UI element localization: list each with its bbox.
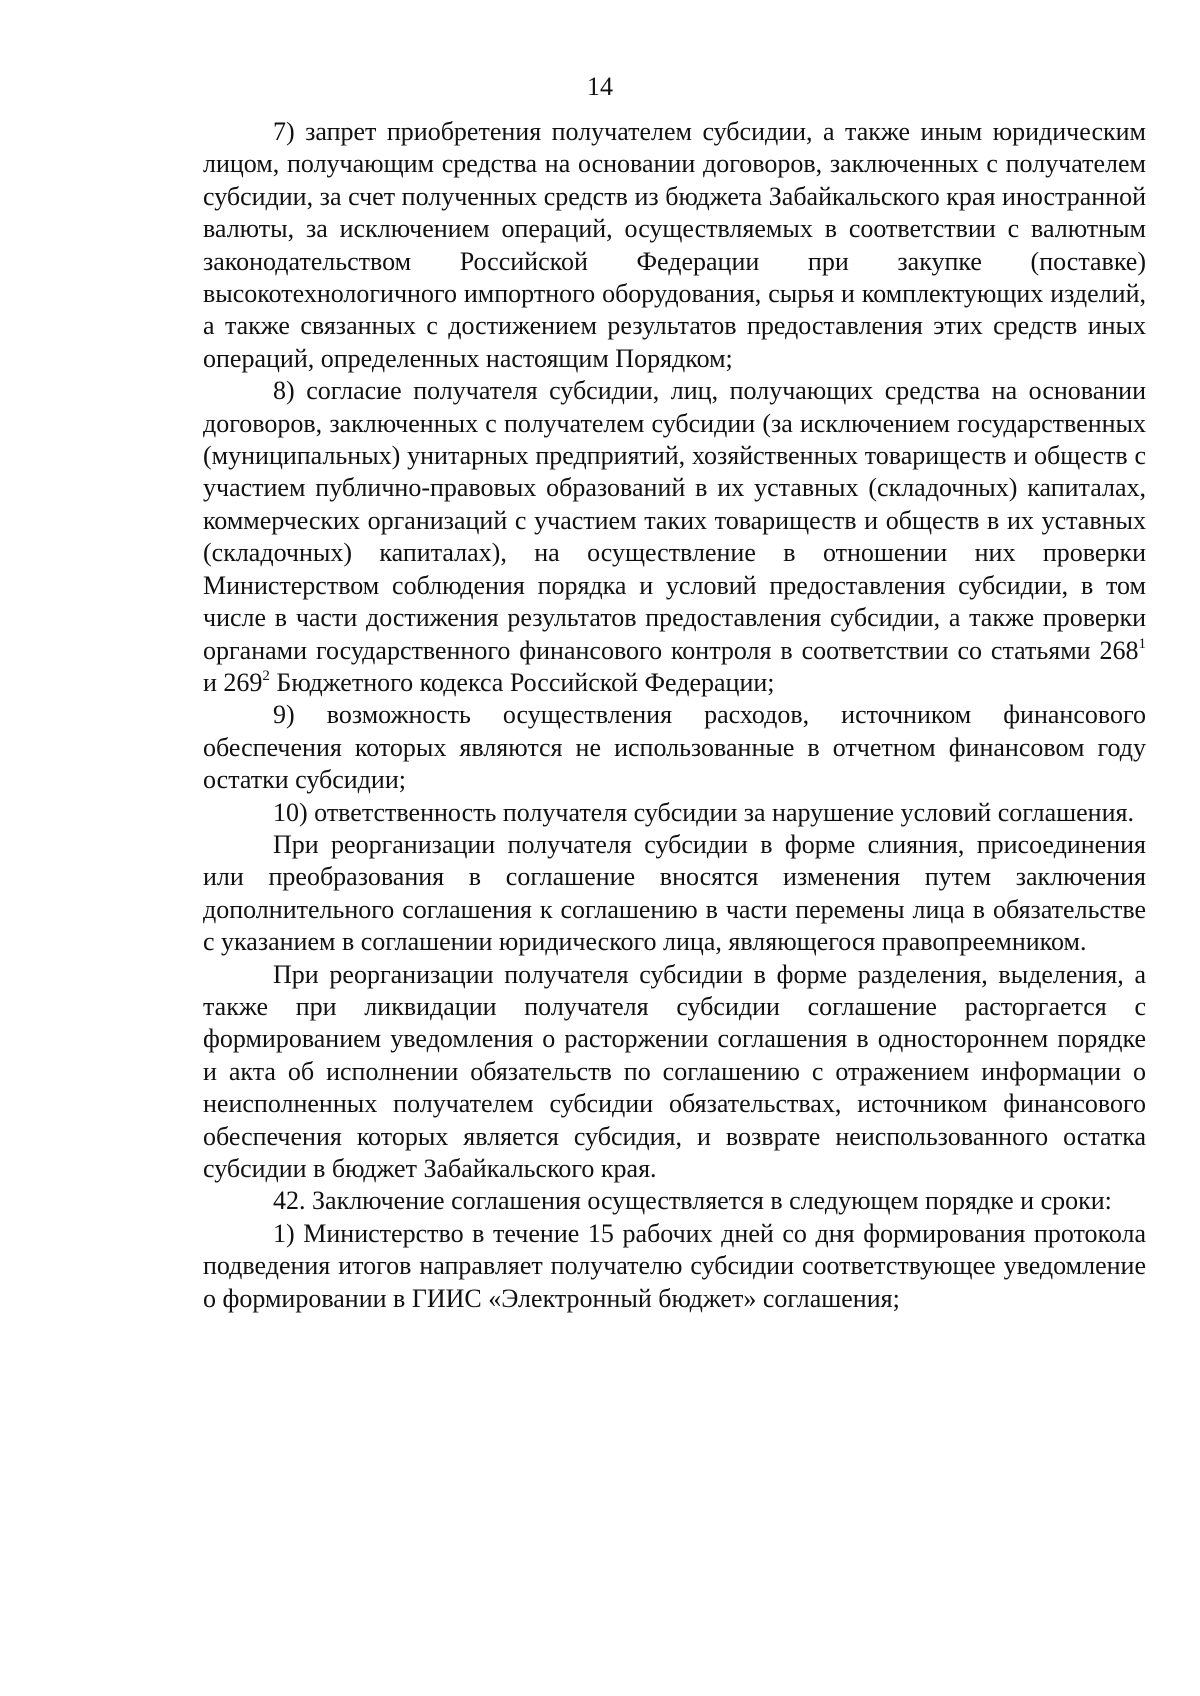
document-body (203, 116, 1146, 1315)
paragraph-item-8 (203, 375, 1146, 699)
paragraph-section-42: 42. Заключение соглашения осуществляется в следующем порядке и сроки: (273, 1186, 1112, 1216)
page-number: 14 (587, 72, 613, 101)
paragraph-item-10: 10) ответственность получателя субсидии за нарушение условий соглашения. (273, 797, 1134, 827)
superscript-2: 2 (262, 667, 270, 684)
paragraph-section-42-item-1: 1) Министерство в течение 15 рабочих дней со дня формирования протокола подведения итогов направляет получателю субсидии соответствующее уведомление о формировании в ГИИС «Электронный бюджет» соглашения; (203, 1218, 1146, 1313)
superscript-1: 1 (1138, 635, 1146, 652)
paragraph-item-8-text: 8) согласие получателя субсидии, лиц, получающих средства на основании договоров, заключенных с получателем субсидии (за исключением государственных (муниципальных) унитарных предприятий, хозяйственных товариществ и обществ с участием публично-правовых образований в их уставных (складочных) капиталах, коммерческих организаций с участием таких товариществ и обществ в их уставных (складочных) капиталах), на осуществление в отношении них проверки Министерством соблюдения порядка и условий предоставления субсидии, в том числе в части достижения результатов предоставления субсидии, а также проверки органами государственного финансового контроля в соответствии со статьями 268 (203, 376, 1146, 665)
paragraph-reorganization-merge: При реорганизации получателя субсидии в форме слияния, присоединения или преобразования в соглашение вносятся изменения путем заключения дополнительного соглашения к соглашению в части перемены лица в обязательстве с указанием в соглашении юридического лица, являющегося правопреемником. (203, 829, 1146, 957)
paragraph-item-8-tail: Бюджетного кодекса Российской Федерации; (269, 667, 775, 697)
paragraph-item-8-mid: и 269 (203, 667, 263, 697)
paragraph-item-9: 9) возможность осуществления расходов, источником финансового обеспечения которых являются не использованные в отчетном финансовом году остатки субсидии; (203, 700, 1146, 795)
paragraph-reorganization-split: При реорганизации получателя субсидии в форме разделения, выделения, а также при ликвидации получателя субсидии соглашение расторгается с формированием уведомления о расторжении соглашения в одностороннем порядке и акта об исполнении обязательств по соглашению с отражением информации о неисполненных получателем субсидии обязательствах, источником финансового обеспечения которых является субсидия, и возврате неиспользованного остатка субсидии в бюджет Забайкальского края. (203, 959, 1146, 1183)
paragraph-item-7: 7) запрет приобретения получателем субсидии, а также иным юридическим лицом, получающим средства на основании договоров, заключенных с получателем субсидии, за счет полученных средств из бюджета Забайкальского края иностранной валюты, за исключением операций, осуществляемых в соответствии с валютным законодательством Российской Федерации при закупке (поставке) высокотехнологичного импортного оборудования, сырья и комплектующих изделий, а также связанных с достижением результатов предоставления этих средств иных операций, определенных настоящим Порядком; (203, 117, 1146, 373)
